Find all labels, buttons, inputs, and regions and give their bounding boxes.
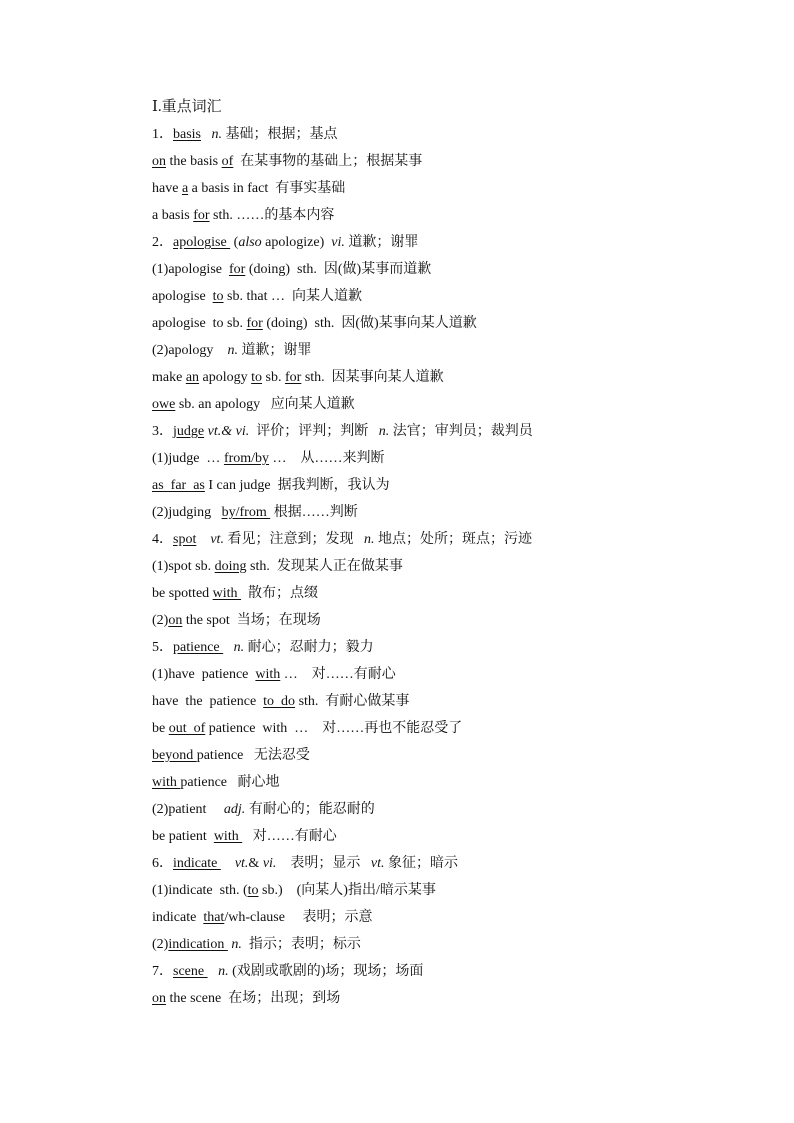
line-text: 评价；评判；判断 <box>249 424 379 439</box>
vocab-line <box>152 391 622 418</box>
answer-blank-text: judge <box>173 424 205 439</box>
line-text: (doing) sth. 因(做)某事而道歉 <box>245 262 432 277</box>
line-text: 6． <box>152 856 173 871</box>
answer-blank-text: apologise <box>173 235 231 250</box>
vocab-line <box>152 985 622 1012</box>
part-of-speech: vt.& vi. <box>207 424 250 439</box>
line-text <box>208 958 219 985</box>
vocab-line <box>152 688 622 715</box>
line-text: 有耐心的；能忍耐的 <box>245 802 375 817</box>
answer-blank-text: patience <box>173 640 224 655</box>
line-text: sb. that … 向某人道歉 <box>223 289 362 304</box>
vocab-line <box>152 364 622 391</box>
line-text: sth. 因某事向某人道歉 <box>301 370 444 385</box>
line-text: sth. 发现某人正在做某事 <box>246 559 403 574</box>
part-of-speech: vt. <box>370 856 385 871</box>
answer-blank-text: as far as <box>152 478 205 493</box>
vocab-line <box>152 553 622 580</box>
answer-blank-text: an <box>185 370 200 385</box>
part-of-speech: adj. <box>223 802 246 817</box>
line-text: (2) <box>152 937 169 952</box>
vocab-line <box>152 121 622 148</box>
line-text: 看见；注意到；发现 <box>223 532 364 547</box>
line-text: be spotted <box>152 586 213 601</box>
answer-blank-text: basis <box>173 127 201 142</box>
answer-blank-text: for <box>228 262 246 277</box>
answer-blank-text: for <box>193 208 210 223</box>
vocabulary-sheet <box>152 94 622 1012</box>
line-text: sb. <box>262 370 285 385</box>
line-text: patience 耐心地 <box>180 775 280 790</box>
answer-blank-text: by/from <box>221 505 271 520</box>
vocab-line <box>152 472 622 499</box>
vocab-line <box>152 958 622 985</box>
vocab-line <box>152 931 622 958</box>
answer-blank-text: for <box>285 370 302 385</box>
line-text: (2)apology <box>152 343 228 358</box>
line-text: (2)patient <box>152 802 224 817</box>
line-text: the scene 在场；出现；到场 <box>166 991 341 1006</box>
line-text: … 对……有耐心 <box>280 667 396 682</box>
line-text: indicate <box>152 910 204 925</box>
part-of-speech: n. <box>231 937 242 952</box>
line-text: sb.) (向某人)指出/暗示某事 <box>258 883 436 898</box>
line-text: the basis <box>166 154 222 169</box>
part-of-speech: also <box>238 235 262 250</box>
line-text: 散布；点缀 <box>241 586 319 601</box>
vocab-line <box>152 148 622 175</box>
vocab-line <box>152 877 622 904</box>
line-text <box>223 634 234 661</box>
vocab-line <box>152 499 622 526</box>
line-text: /wh-clause 表明；示意 <box>224 910 373 925</box>
answer-blank-text: on <box>152 154 166 169</box>
vocab-line <box>152 742 622 769</box>
answer-blank-text: for <box>246 316 263 331</box>
line-text: 4． <box>152 532 173 547</box>
line-text: sth. 有耐心做某事 <box>295 694 410 709</box>
vocab-line <box>152 904 622 931</box>
vocab-line <box>152 526 622 553</box>
line-text: Ⅰ.重点词汇 <box>152 99 222 115</box>
line-text: (戏剧或歌剧的)场；现场；场面 <box>228 964 424 979</box>
line-text: apologise <box>152 289 213 304</box>
line-text: (1)indicate sth. ( <box>152 883 248 898</box>
line-text: a basis in fact 有事实基础 <box>188 181 346 196</box>
vocab-line <box>152 229 622 256</box>
line-text: 基础；根据；基点 <box>222 127 338 142</box>
line-text: apology <box>199 370 252 385</box>
line-text <box>221 850 235 877</box>
answer-blank-text: from/by <box>223 451 270 466</box>
answer-blank-text: with <box>255 667 281 682</box>
line-text: 地点；处所；斑点；污迹 <box>374 532 532 547</box>
answer-blank-text: spot <box>173 532 197 547</box>
line-text: 耐心；忍耐力；毅力 <box>244 640 374 655</box>
part-of-speech: vi. <box>262 856 277 871</box>
line-text: 5． <box>152 640 173 655</box>
vocab-line <box>152 607 622 634</box>
vocab-line <box>152 580 622 607</box>
line-text: 指示；表明；标示 <box>241 937 361 952</box>
vocab-line <box>152 418 622 445</box>
line-text: 根据……判断 <box>270 505 358 520</box>
line-text <box>201 121 212 148</box>
part-of-speech: vt. <box>210 532 224 547</box>
line-text: make <box>152 370 186 385</box>
line-text: … 从……来判断 <box>269 451 385 466</box>
line-text: (1)judge … <box>152 451 224 466</box>
answer-blank-text: beyond <box>152 748 197 763</box>
answer-blank-text: on <box>152 991 166 1006</box>
answer-blank-text: with <box>213 829 243 844</box>
part-of-speech: n. <box>233 640 245 655</box>
line-text: 1． <box>152 127 173 142</box>
line-text: patience with … 对……再也不能忍受了 <box>205 721 463 736</box>
line-text: apologise to sb. <box>152 316 247 331</box>
line-text: 3． <box>152 424 173 439</box>
line-text: a basis <box>152 208 194 223</box>
answer-blank-text: owe <box>152 397 176 412</box>
answer-blank-text: with <box>212 586 242 601</box>
vocab-line <box>152 634 622 661</box>
vocab-line <box>152 310 622 337</box>
answer-blank-text: to do <box>263 694 296 709</box>
answer-blank-text: scene <box>173 964 208 979</box>
vocab-line <box>152 823 622 850</box>
line-text: & <box>248 856 263 871</box>
line-text: have the patience <box>152 694 264 709</box>
answer-blank-text: doing <box>214 559 247 574</box>
part-of-speech: vi. <box>331 235 345 250</box>
answer-blank-text: to <box>247 883 259 898</box>
answer-blank-text: indication <box>168 937 228 952</box>
answer-blank-text: to <box>251 370 263 385</box>
vocab-line <box>152 769 622 796</box>
line-text: 表明；显示 <box>276 856 371 871</box>
answer-blank-text: indicate <box>173 856 221 871</box>
line-text: 道歉；谢罪 <box>237 343 312 358</box>
answer-blank-text: a <box>181 181 189 196</box>
line-text: sth. ……的基本内容 <box>209 208 335 223</box>
vocab-line <box>152 850 622 877</box>
line-text: sb. an apology 应向某人道歉 <box>175 397 355 412</box>
line-text: be patient <box>152 829 214 844</box>
part-of-speech: vt. <box>234 856 249 871</box>
line-text: 道歉；谢罪 <box>344 235 419 250</box>
part-of-speech: n. <box>227 343 238 358</box>
answer-blank-text: with <box>152 775 181 790</box>
vocab-line <box>152 202 622 229</box>
vocab-line <box>152 337 622 364</box>
answer-blank-text: to <box>212 289 224 304</box>
part-of-speech: n. <box>378 424 390 439</box>
line-text: patience 无法忍受 <box>196 748 310 763</box>
vocab-line <box>152 445 622 472</box>
vocab-line <box>152 256 622 283</box>
vocab-line <box>152 283 622 310</box>
line-text: 法官；审判员；裁判员 <box>389 424 533 439</box>
line-text: ( <box>230 235 239 250</box>
line-text: 象征；暗示 <box>384 856 459 871</box>
line-text: be <box>152 721 169 736</box>
line-text: 在某事物的基础上；根据某事 <box>233 154 423 169</box>
line-text: have <box>152 181 182 196</box>
line-text: I can judge 据我判断，我认为 <box>204 478 390 493</box>
vocab-line <box>152 796 622 823</box>
answer-blank-text: on <box>168 613 183 628</box>
line-text: (1)apologise <box>152 262 229 277</box>
line-text: (2) <box>152 613 169 628</box>
answer-blank-text: of <box>221 154 234 169</box>
line-text: the spot 当场；在现场 <box>182 613 321 628</box>
line-text: 对……有耐心 <box>242 829 337 844</box>
vocab-line <box>152 715 622 742</box>
line-text: (2)judging <box>152 505 222 520</box>
line-text: (1)have patience <box>152 667 256 682</box>
part-of-speech: n. <box>363 532 375 547</box>
section-heading <box>152 94 622 121</box>
part-of-speech: n. <box>218 964 229 979</box>
answer-blank-text: that <box>203 910 225 925</box>
line-text: 7． <box>152 964 173 979</box>
answer-blank-text: out of <box>168 721 206 736</box>
part-of-speech: n. <box>211 127 222 142</box>
vocab-line <box>152 175 622 202</box>
line-text: (1)spot sb. <box>152 559 215 574</box>
line-text: (doing) sth. 因(做)某事向某人道歉 <box>262 316 477 331</box>
line-text <box>196 526 210 553</box>
line-text: apologize) <box>261 235 332 250</box>
vocab-line <box>152 661 622 688</box>
line-text: 2． <box>152 235 173 250</box>
